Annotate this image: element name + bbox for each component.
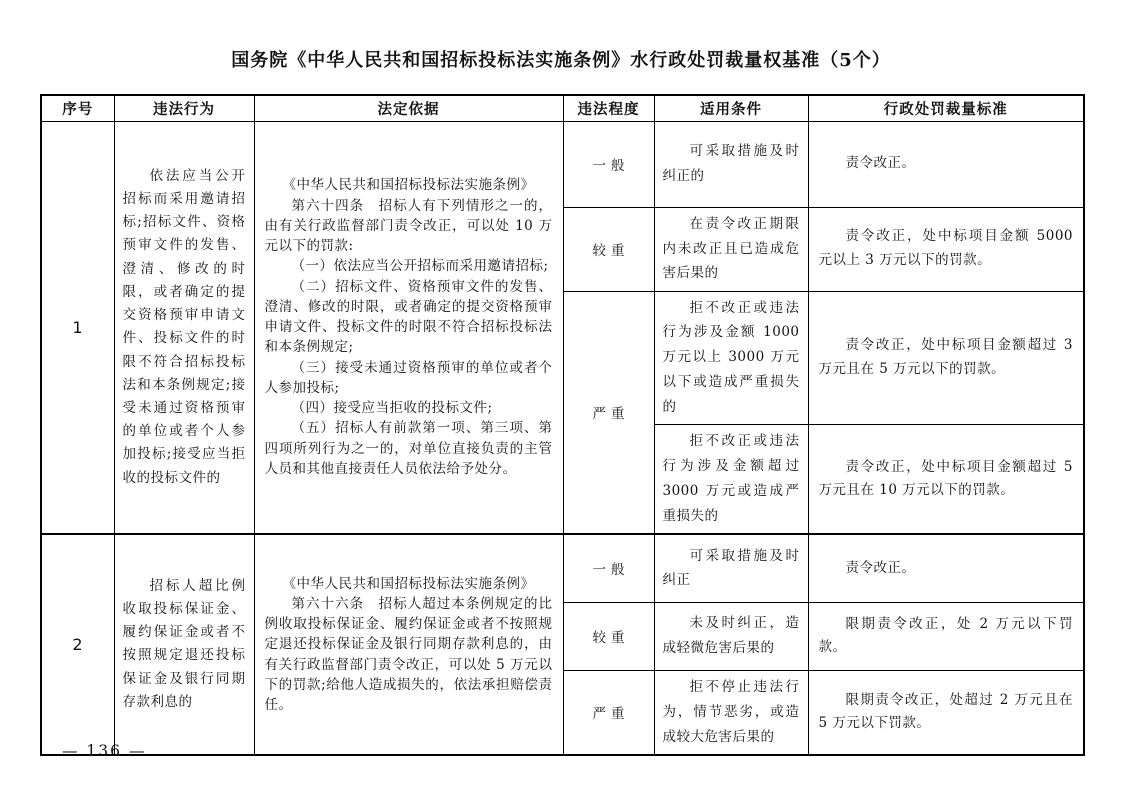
degree-cell: 一般 (563, 121, 654, 207)
table-row (41, 534, 1084, 602)
standard-cell: 责令改正，处中标项目金额超过 3 万元且在 5 万元以下的罚款。 (808, 291, 1084, 425)
table-row (41, 121, 1084, 207)
condition-cell: 拒不停止违法行为，情节恶劣，或造成较大危害后果的 (654, 670, 808, 754)
condition-cell: 可采取措施及时纠正 (654, 534, 808, 602)
standard-cell: 限期责令改正，处超过 2 万元且在 5 万元以下罚款。 (808, 670, 1084, 754)
illegal-behavior-cell (114, 121, 254, 534)
condition-cell: 拒不改正或违法行为涉及金额 1000 万元以上 3000 万元以下或造成严重损失的 (654, 291, 808, 425)
legal-basis-paragraphs: 第六十六条 招标人超过本条例规定的比例收取投标保证金、履约保证金或者不按照规定退还投标保证金及银行同期存款利息的，由有关行政监督部门责令改正，可以处 5 万元以下的罚款;给他人造成损失的，依法承担赔偿责任。 (264, 595, 553, 714)
condition-cell: 未及时纠正，造成轻微危害后果的 (654, 602, 808, 670)
col-header-standard: 行政处罚裁量标准 (808, 95, 1084, 121)
degree-cell: 一般 (563, 534, 654, 602)
degree-cell: 较重 (563, 602, 654, 670)
standard-cell: 责令改正，处中标项目金额 5000 元以上 3 万元以下的罚款。 (808, 207, 1084, 291)
standard-cell: 责令改正，处中标项目金额超过 5 万元且在 10 万元以下的罚款。 (808, 425, 1084, 534)
degree-cell: 严重 (563, 291, 654, 534)
legal-basis-cell (254, 121, 563, 534)
illegal-behavior-text: 招标人超比例收取投标保证金、履约保证金或者不按照规定退还投标保证金及银行同期存款利息的 (122, 577, 246, 710)
row-index: 1 (41, 121, 114, 534)
legal-basis-paragraphs: 第六十四条 招标人有下列情形之一的，由有关行政监督部门责令改正，可以处 10 万元以下的罚款: （一）依法应当公开招标而采用邀请招标; （二）招标文件、资格预审文件的发售、澄清、修改的时限，或者确定的提交资格预审申请文件、投标文件的时限不符合招标投标法和本条例规定; （三）接受未通过资格预审的单位或者个人参加投标; （四）接受应当拒收的投标文件; （五）招标人有前款第一项、第三项、第四项所列行为之一的，对单位直接负责的主管人员和其他直接责任人员依法给予处分。 (264, 197, 553, 477)
degree-cell: 严重 (563, 670, 654, 754)
illegal-behavior-text: 依法应当公开招标而采用邀请招标;招标文件、资格预审文件的发售、澄清、修改的时限，或者确定的提交资格预审申请文件、投标文件的时限不符合招标投标法和本条例规定;接受未通过资格预审的单位或者个人参加投标;接受应当拒收的投标文件的 (122, 167, 246, 486)
col-header-index: 序号 (41, 95, 114, 121)
col-header-condition: 适用条件 (654, 95, 808, 121)
standard-cell: 限期责令改正，处 2 万元以下罚款。 (808, 602, 1084, 670)
condition-cell: 在责令改正期限内未改正且已造成危害后果的 (654, 207, 808, 291)
condition-cell: 可采取措施及时纠正的 (654, 121, 808, 207)
legal-basis-title: 《中华人民共和国招标投标法实施条例》 (282, 177, 535, 194)
row-index: 2 (41, 534, 114, 754)
degree-cell: 较重 (563, 207, 654, 291)
legal-basis-title: 《中华人民共和国招标投标法实施条例》 (282, 575, 535, 592)
legal-basis-cell (254, 534, 563, 754)
col-header-behavior: 违法行为 (114, 95, 254, 121)
standard-cell: 责令改正。 (808, 534, 1084, 602)
page-title: 国务院《中华人民共和国招标投标法实施条例》水行政处罚裁量权基准（5个） (231, 50, 891, 71)
penalty-standards-table (40, 94, 1085, 756)
page-number: — 136 — (62, 742, 147, 760)
table-header-row (41, 95, 1084, 121)
standard-cell: 责令改正。 (808, 121, 1084, 207)
condition-cell: 拒不改正或违法行为涉及金额超过 3000 万元或造成严重损失的 (654, 425, 808, 534)
col-header-degree: 违法程度 (563, 95, 654, 121)
col-header-legal-basis: 法定依据 (254, 95, 563, 121)
illegal-behavior-cell (114, 534, 254, 754)
